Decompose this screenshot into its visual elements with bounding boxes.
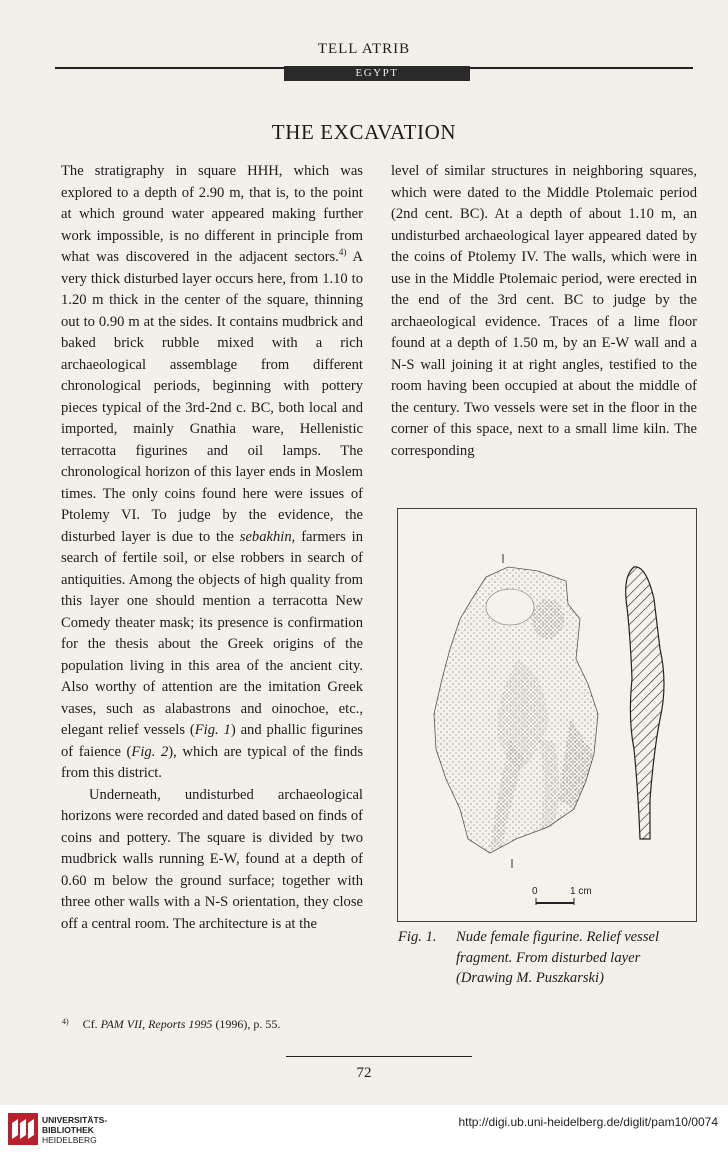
caption-line-3: (Drawing M. Puszkarski) — [456, 970, 604, 986]
right-paragraph — [391, 161, 697, 462]
library-logo-icon — [8, 1113, 38, 1145]
figure-1-caption — [398, 927, 698, 989]
footnote-reference[interactable]: 4) — [338, 247, 347, 258]
profile-section — [626, 567, 664, 839]
left-p1-end: , farmers in search of fertile soil, or else robbers in search of antiquities. Among the objects of high quality from this layer one should mention a terracotta New Comedy theater mask; its presence is confirmation for the thesis about the Greek origins of the population living in this area of the ancient city. Also worthy of attention are the imitation Greek vases, such as alabastrons and oinochoe, etc., elegant relief vessels ( — [61, 528, 363, 738]
left-p1-text: The stratigraphy in square HHH, which was explored to a depth of 2.90 m, that is, to the point at which ground water appeared making further work impossible, is no different in principle from what was discovered in the adjacent sectors. — [61, 163, 363, 265]
scale-zero-label: 0 — [532, 886, 538, 897]
section-title: THE EXCAVATION — [271, 120, 457, 144]
scale-unit-label: 1 cm — [570, 886, 592, 897]
fig1-reference[interactable]: Fig. 1 — [194, 722, 231, 738]
bottom-rule — [286, 1056, 472, 1057]
library-name — [42, 1115, 107, 1145]
fig2-reference[interactable]: Fig. 2 — [131, 743, 169, 760]
left-paragraph-2 — [61, 785, 363, 936]
library-name-line-1: UNIVERSITÄTS- — [42, 1115, 108, 1125]
footnote-rest: (1996), p. 55. — [212, 1017, 281, 1031]
figurine-breast — [486, 589, 534, 625]
left-paragraph-1 — [61, 161, 363, 785]
left-p1-rest: A very thick disturbed layer occurs here, from 1.10 to 1.20 m thick in the center of the square, thinning out to 0.90 m at the sides. It contains mudbrick and baked brick rubble mixed with a rich archaeological assemblage from different chronological periods, beginning with pottery pieces typical of the 3rd-2nd c. BC, both local and imported, mainly Gnathia ware, Hellenistic terracotta figurines and oil lamps. The chronological horizon of this layer ends in Moslem times. The only coins found here were issues of Ptolemy VI. To judge by the evidence, the disturbed layer is due to the — [61, 249, 363, 545]
running-header-title: TELL ATRIB — [317, 41, 411, 57]
page-number: 72 — [356, 1065, 372, 1081]
footnote-4 — [62, 1017, 280, 1032]
left-p1-tail: ), which are typical of the finds from this district. — [61, 743, 363, 781]
library-name-line-2: BIBLIOTHEK — [42, 1125, 94, 1135]
header-country-tag: EGYPT — [284, 66, 470, 81]
left-column — [61, 161, 363, 935]
caption-line-1: Nude female figurine. Relief vessel — [456, 929, 660, 945]
digitization-footer — [0, 1105, 728, 1153]
library-name-line-3: HEIDELBERG — [42, 1135, 97, 1145]
right-text: level of similar structures in neighboring squares, which were dated to the Middle Ptolemaic period (2nd cent. BC). At a depth of about 1.10 m, an undisturbed archaeological layer appeared dated by the coins of Ptolemy IV. The walls, which were in use in the Middle Ptolemaic period, were erected in the end of the 3rd cent. BC to judge by the archaeological evidence. Traces of a lime floor found at a depth of 1.50 m, by an E-W wall and a N-S wall joining it at right angles, testified to the room having been occupied at about the middle of the century. Two vessels were set in the floor in the corner of this space, next to a small lime kiln. The corresponding — [391, 163, 697, 459]
caption-line-2: fragment. From disturbed layer — [456, 949, 641, 966]
term-sebakhin: sebakhin — [239, 528, 292, 545]
footnote-cf: Cf. — [82, 1017, 101, 1031]
right-column — [391, 161, 697, 462]
figurine-drawing-svg — [398, 509, 696, 921]
left-p1-between: ) and phallic figurines of faience ( — [61, 722, 363, 760]
permalink-url[interactable]: http://digi.ub.uni-heidelberg.de/diglit/pam10/0074 — [458, 1115, 718, 1129]
caption-label: Fig. 1. — [398, 929, 437, 945]
footnote-source: PAM VII, Reports 1995 — [100, 1017, 213, 1031]
footnote-mark: 4) — [62, 1017, 69, 1026]
left-p2-text: Underneath, undisturbed archaeological horizons were recorded and dated based on finds of coins and pottery. The square is divided by two mudbrick walls running E-W, found at a depth of 0.60 m below the ground surface; together with three other walls with a N-S orientation, they close off a central room. The architecture is at the — [61, 786, 363, 932]
figure-1-drawing — [397, 508, 697, 922]
